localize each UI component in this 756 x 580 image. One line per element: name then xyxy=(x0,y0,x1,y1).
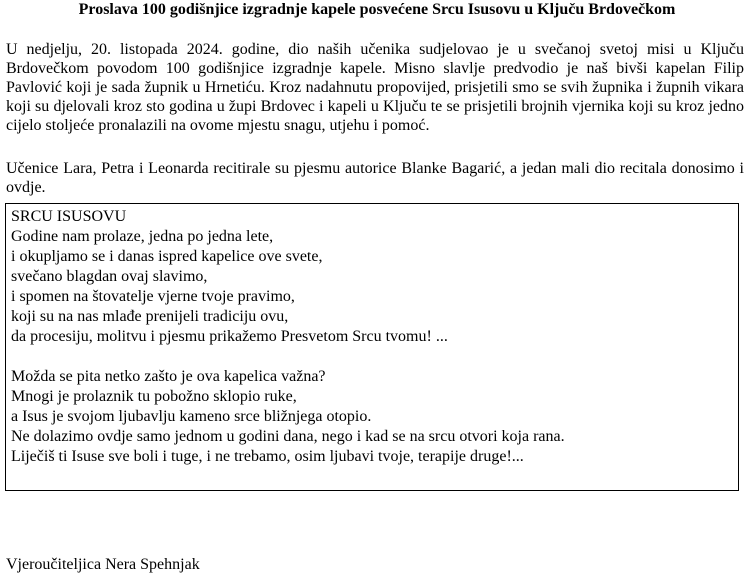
stanza-gap xyxy=(11,347,734,367)
poem-box xyxy=(5,203,739,491)
poem-line: Možda se pita netko zašto je ova kapelica važna? xyxy=(11,368,326,385)
poem-line: i spomen na štovatelje vjerne tvoje pravimo, xyxy=(11,288,295,305)
recital-paragraph: Učenice Lara, Petra i Leonarda recitirale su pjesmu autorice Blanke Bagarić, a jedan mali dio recitala donosimo i ovdje. xyxy=(6,160,744,196)
article-title: Proslava 100 godišnjice izgradnje kapele posvećene Srcu Isusovu u Ključu Brdovečkom xyxy=(78,1,676,18)
poem-line: Ne dolazimo ovdje samo jednom u godini dana, nego i kad se na srcu otvori koja rana. xyxy=(11,428,565,445)
poem-line: Liječiš ti Isuse sve boli i tuge, i ne trebamo, osim ljubavi tvoje, terapije druge!... xyxy=(11,448,524,465)
poem-line: Mnogi je prolaznik tu pobožno sklopio ruke, xyxy=(11,388,297,405)
poem-title: SRCU ISUSOVU xyxy=(11,208,127,225)
poem-line: a Isus je svojom ljubavlju kameno srce bližnjega otopio. xyxy=(11,408,372,425)
poem-line: svečano blagdan ovaj slavimo, xyxy=(11,268,208,285)
poem-line: Godine nam prolaze, jedna po jedna lete, xyxy=(11,228,274,245)
poem-line: da procesiju, molitvu i pjesmu prikažemo Presvetom Srcu tvomu! ... xyxy=(11,328,448,345)
poem-line: koji su na nas mlađe prenijeli tradiciju ovu, xyxy=(11,308,289,325)
author-signature: Vjeroučiteljica Nera Spehnjak xyxy=(6,556,200,573)
poem-line: i okupljamo se i danas ispred kapelice ove svete, xyxy=(11,248,323,265)
intro-paragraph: U nedjelju, 20. listopada 2024. godine, dio naših učenika sudjelovao je u svečanoj svetoj misi u Ključu Brdovečkom povodom 100 godišnjice izgradnje kapele. Misno slavlje predvodio je naš bivši kapelan Filip Pavlović koji je sada župnik u Hrnetiću. Kroz nadahnutu propovijed, prisjetili smo se svih župnika i župnih vikara koji su djelovali kroz sto godina u župi Brdovec i kapeli u Ključu te se prisjetili brojnih vjernika koji su kroz jedno cijelo stoljeće pronalazili na ovome mjestu snagu, utjehu i pomoć. xyxy=(6,41,744,134)
